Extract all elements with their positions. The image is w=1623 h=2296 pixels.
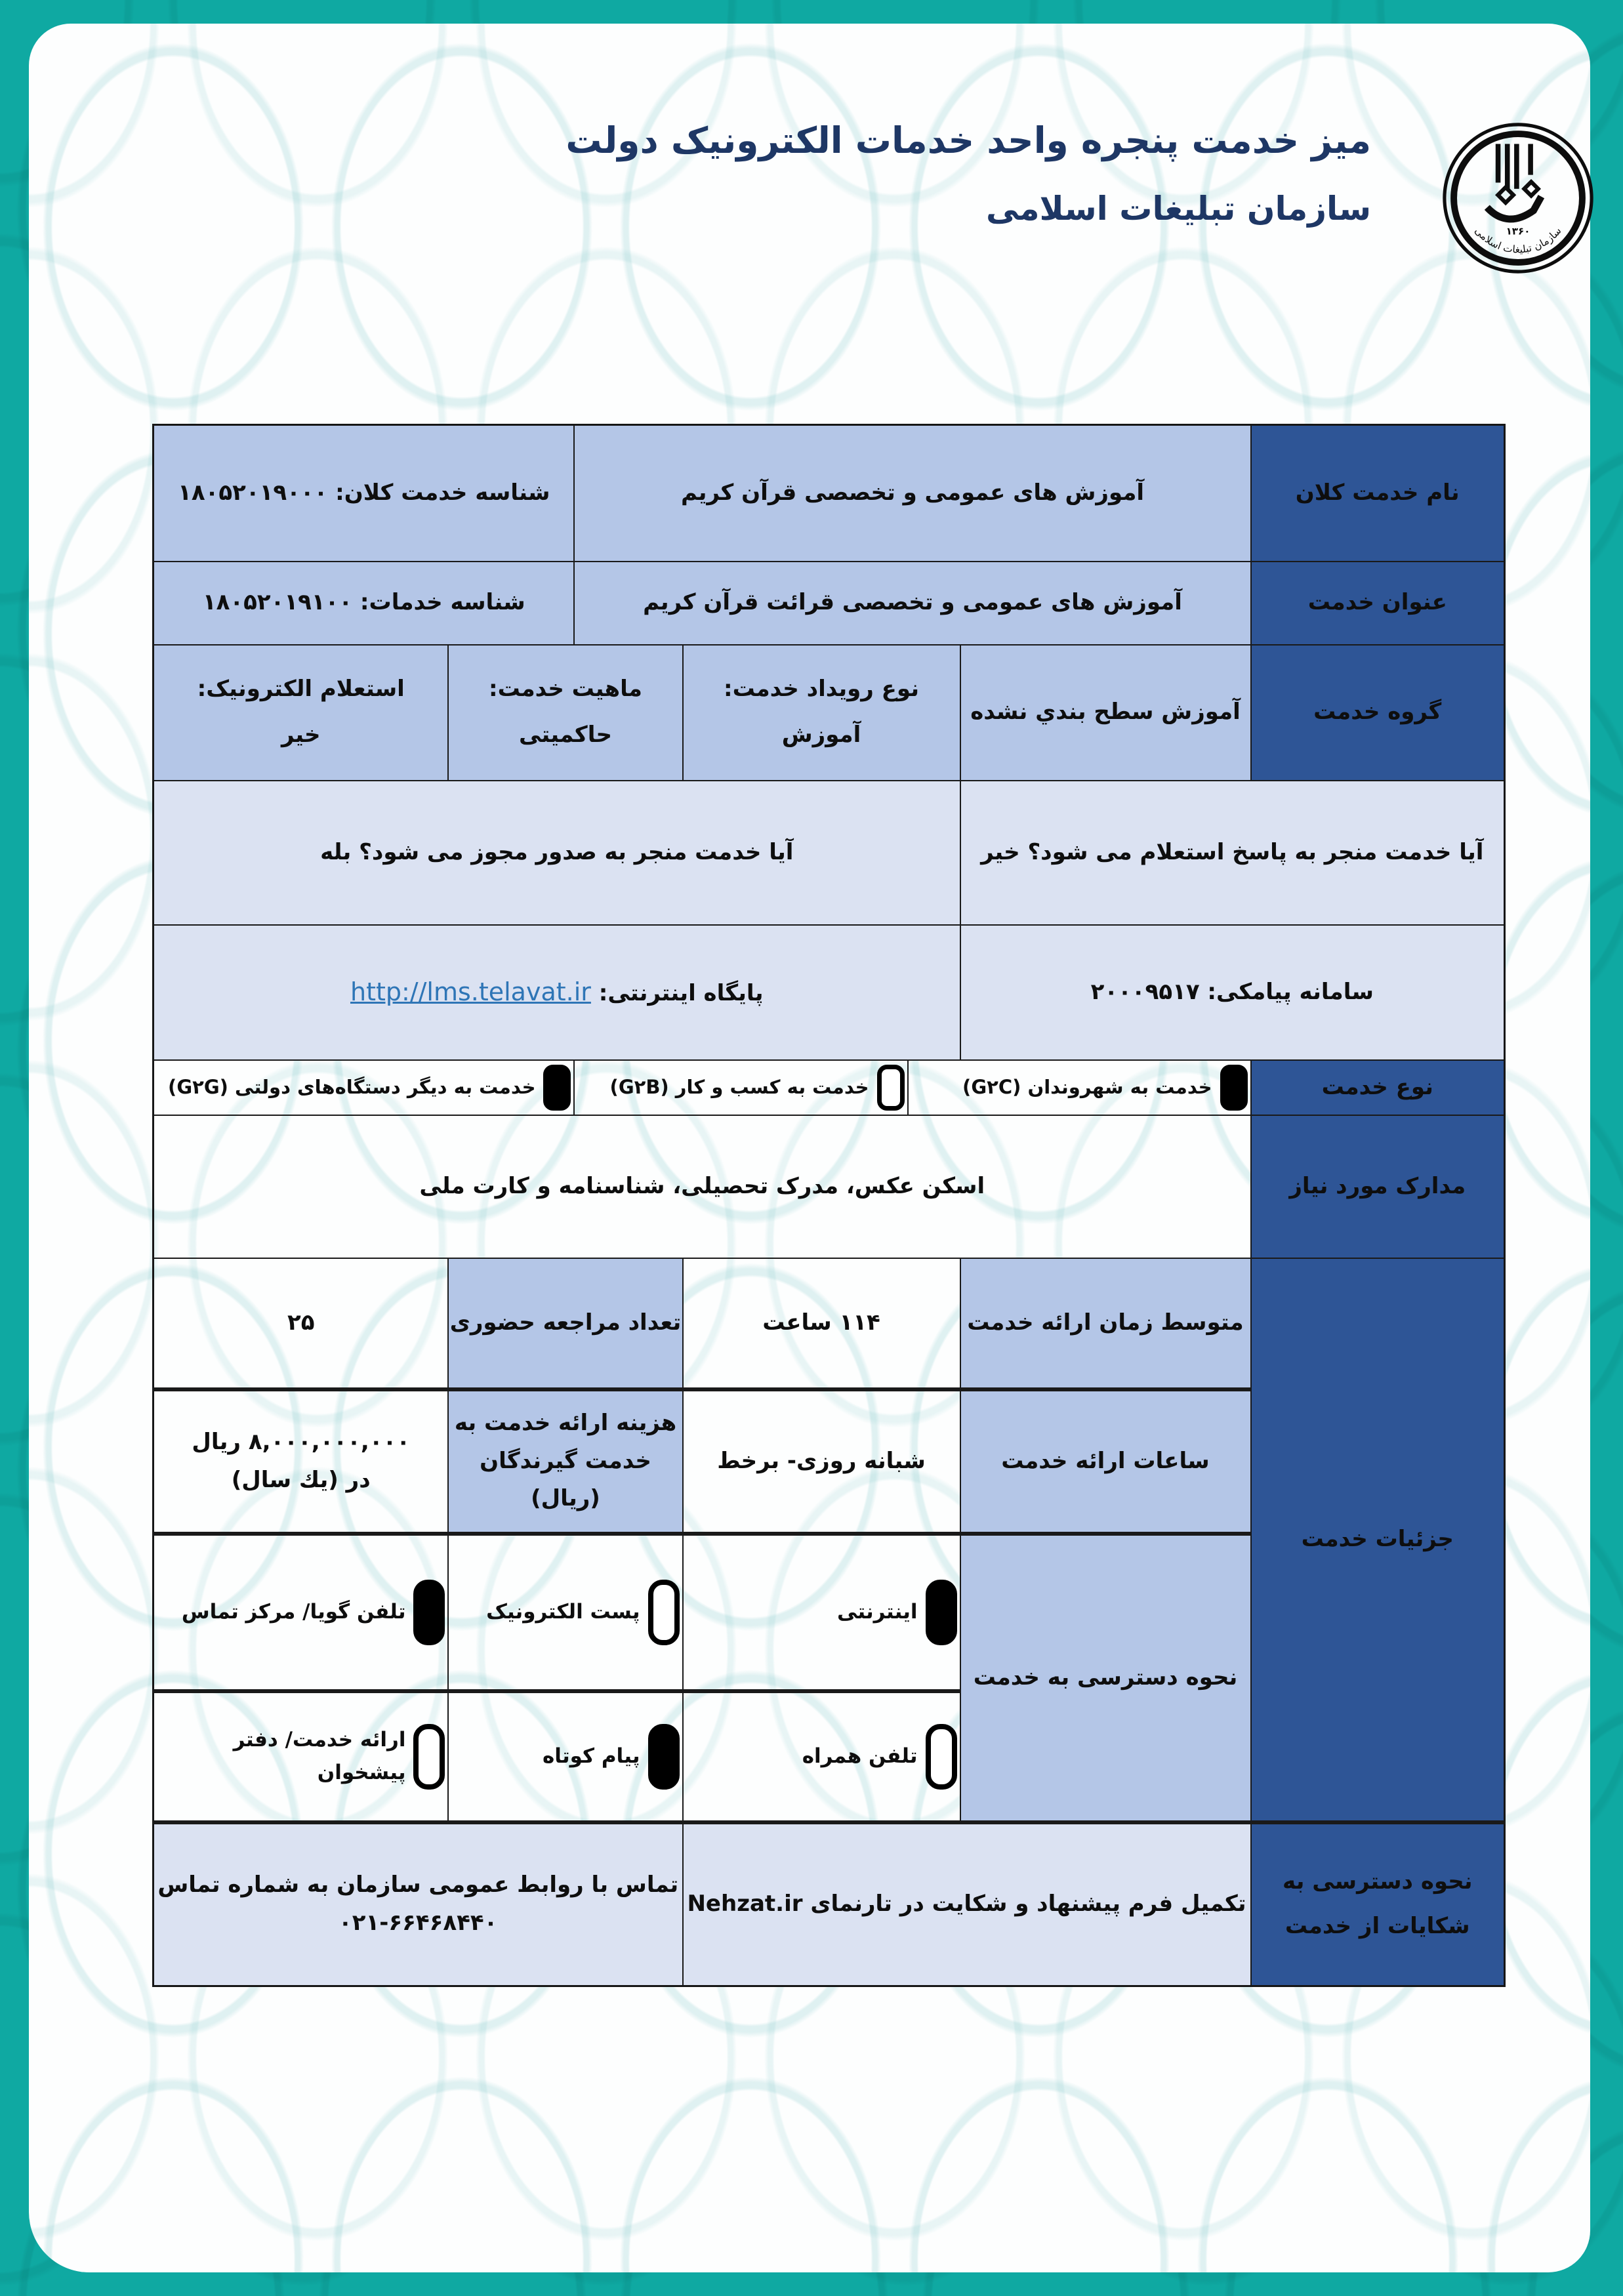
checkbox-label-internet: اینترنتی	[836, 1599, 918, 1624]
website-link[interactable]: http://lms.telavat.ir	[350, 977, 591, 1007]
page-title	[565, 121, 1371, 227]
access-option-email	[448, 1534, 682, 1691]
complaints-phone-method: تماس با روابط عمومی سازمان به شماره تماس ۰۲۱-۶۶۴۶۸۴۴۰	[153, 1822, 682, 1986]
service-event-type: نوع رویداد خدمت: آموزش	[683, 645, 960, 781]
service-type-option-g2c	[908, 1060, 1251, 1115]
avg-time-label: متوسط زمان ارائه خدمت	[960, 1258, 1251, 1389]
question-license-issuance: آیا خدمت منجر به صدور مجوز می شود؟ بله	[153, 781, 960, 925]
row-header-service-type: نوع خدمت	[1251, 1060, 1505, 1115]
row-header-complaints: نحوه دسترسی به شکایات از خدمت	[1251, 1822, 1505, 1986]
access-option-internet	[683, 1534, 960, 1691]
website-cell	[153, 925, 960, 1060]
logo-calligraphy-icon	[1487, 144, 1542, 219]
table-row	[153, 425, 1504, 562]
checkbox-internet[interactable]	[926, 1580, 957, 1645]
checkbox-label-g2g: خدمت به دیگر دستگاه‌های دولتی (G۲G)	[168, 1076, 536, 1099]
required-docs-value: اسکن عکس، مدرک تحصیلی، شناسنامه و کارت ملی	[153, 1115, 1250, 1258]
access-option-sms	[448, 1691, 682, 1822]
checkbox-label-mobile: تلفن همراه	[802, 1744, 918, 1768]
service-type-option-g2b	[574, 1060, 907, 1115]
website-label: پایگاه اینترنتی:	[598, 980, 764, 1007]
checkbox-g2c[interactable]	[1220, 1065, 1248, 1111]
access-method-label: نحوه دسترسی به خدمت	[960, 1534, 1251, 1822]
document-page	[29, 24, 1590, 2272]
macro-service-name: آموزش های عمومی و تخصصی قرآن کریم	[574, 425, 1250, 562]
checkbox-label-counter: ارائه خدمت/ دفتر پیشخوان	[233, 1727, 406, 1784]
checkbox-callcenter[interactable]	[413, 1580, 445, 1645]
checkbox-g2b[interactable]	[877, 1065, 905, 1111]
access-option-mobile	[683, 1691, 960, 1822]
checkbox-counter[interactable]	[413, 1724, 445, 1790]
service-cost-label: هزینه ارائه خدمت به خدمت گیرندگان (ریال)	[448, 1389, 682, 1534]
service-info-table	[152, 424, 1506, 1987]
checkbox-label-g2b: خدمت به کسب و کار (G۲B)	[609, 1076, 869, 1099]
table-row	[153, 1258, 1504, 1389]
table-row	[153, 562, 1504, 645]
checkbox-label-sms: پیام کوتاه	[543, 1744, 640, 1768]
avg-time-value: ۱۱۴ ساعت	[683, 1258, 960, 1389]
sms-system: سامانه پیامکی: ۲۰۰۰۹۵۱۷	[960, 925, 1505, 1060]
visits-value: ۲۵	[153, 1258, 448, 1389]
table-row	[153, 1822, 1504, 1986]
row-header-service-details: جزئیات خدمت	[1251, 1258, 1505, 1822]
page-title-line1: میز خدمت پنجره واحد خدمات الکترونیک دولت	[565, 119, 1371, 161]
checkbox-sms[interactable]	[648, 1724, 680, 1790]
checkbox-g2g[interactable]	[543, 1065, 571, 1111]
service-electronic-inquiry: استعلام الکترونیک: خیر	[153, 645, 448, 781]
checkbox-label-email: پست الکترونیک	[486, 1599, 640, 1624]
logo-caption: سازمان تبلیغات اسلامی	[1472, 224, 1564, 256]
access-option-counter	[153, 1691, 448, 1822]
service-title-id: شناسه خدمات: ۱۸۰۵۲۰۱۹۱۰۰	[153, 562, 574, 645]
row-header-service-group: گروه خدمت	[1251, 645, 1505, 781]
service-hours-label: ساعات ارائه خدمت	[960, 1389, 1251, 1534]
service-type-option-g2g	[153, 1060, 574, 1115]
service-title-name: آموزش های عمومی و تخصصی قرائت قرآن کریم	[574, 562, 1250, 645]
checkbox-label-g2c: خدمت به شهروندان (G۲C)	[962, 1076, 1212, 1099]
complaints-online-method: تکمیل فرم پیشنهاد و شکایت در تارنمای Nehzat.ir	[683, 1822, 1251, 1986]
table-row	[153, 781, 1504, 925]
table-row	[153, 645, 1504, 781]
organization-logo	[1441, 121, 1595, 276]
row-header-required-docs: مدارک مورد نیاز	[1251, 1115, 1505, 1258]
row-header-macro-service: نام خدمت کلان	[1251, 425, 1505, 562]
page-title-line2: سازمان تبلیغات اسلامی	[985, 189, 1371, 228]
logo-year: ۱۳۶۰	[1506, 225, 1531, 237]
checkbox-email[interactable]	[648, 1580, 680, 1645]
question-inquiry-response: آیا خدمت منجر به پاسخ استعلام می شود؟ خیر	[960, 781, 1505, 925]
service-group-level: آموزش سطح بندي نشده	[960, 645, 1251, 781]
table-row	[153, 1115, 1504, 1258]
table-row	[153, 925, 1504, 1060]
visits-label: تعداد مراجعه حضوری	[448, 1258, 682, 1389]
checkbox-mobile[interactable]	[926, 1724, 957, 1790]
service-nature: ماهیت خدمت: حاکمیتی	[448, 645, 682, 781]
service-cost-value: ۸,۰۰۰,۰۰۰,۰۰۰ ریال در (یك سال)	[153, 1389, 448, 1534]
row-header-service-title: عنوان خدمت	[1251, 562, 1505, 645]
access-option-callcenter	[153, 1534, 448, 1691]
checkbox-label-callcenter: تلفن گویا/ مرکز تماس	[181, 1599, 406, 1624]
macro-service-id: شناسه خدمت کلان: ۱۸۰۵۲۰۱۹۰۰۰	[153, 425, 574, 562]
service-hours-value: شبانه روزی- برخط	[683, 1389, 960, 1534]
table-row	[153, 1060, 1504, 1115]
